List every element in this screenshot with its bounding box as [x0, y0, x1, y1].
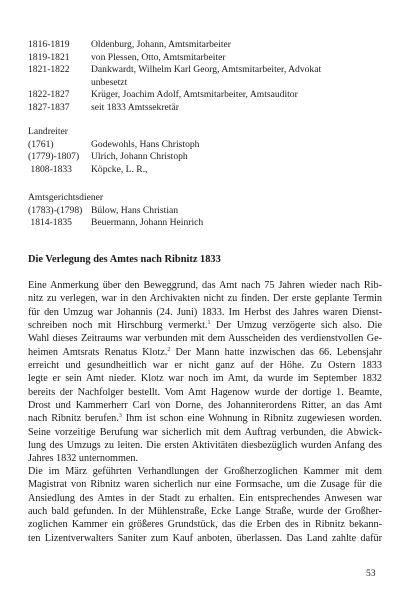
text-line [28, 412, 382, 425]
name-cell: seit 1833 Amtssekretär [91, 101, 179, 113]
name-cell: Bülow, Hans Christian [91, 204, 179, 216]
years-cell: 1816-1819 [28, 39, 70, 50]
name-cell: Köpcke, L. R., [91, 163, 148, 175]
text-segment: nach Ribnitz berufen. [28, 413, 119, 425]
text-line: Magistrat von Ribnitz waren sicherlich nur eine Formsache, um die Zusage für die [28, 479, 382, 491]
text-line: ten Lizentverwalters Saniter zum Kauf anboten, überlassen. Das Land zahlte dafür [28, 532, 382, 544]
text-line: Wahl dieses Zeitraums war verbunden mit dem Ausscheiden des verdienstvollen Ge- [28, 333, 382, 345]
text-segment: heimen Amtsrats Renatus Klotz. [28, 346, 168, 358]
table-heading: Amtsgerichtsdiener [28, 192, 104, 203]
text-segment: Der Mann hatte inzwischen das 66. Lebensjahr [175, 346, 382, 358]
text-segment: Ihm ist schon eine Wohnung in Ribnitz zugewiesen worden. [125, 413, 382, 425]
name-cell: unbesetzt [91, 76, 128, 88]
table-row [28, 139, 199, 152]
text-segment: schreiben noch mit Hirschburg vermerkt. [28, 320, 208, 332]
body-paragraph-2 [28, 465, 382, 545]
years-cell: 1808-1833 [28, 163, 72, 175]
text-line: für den Umzug war Johannis (24. Juni) 1833. Im Herbst des Jahres waren Dienst- [28, 306, 382, 318]
years-cell: (1761) [28, 138, 54, 150]
years-cell: 1827-1837 [28, 101, 70, 113]
text-line: auch bald gefunden. In der Mühlenstraße, Ecke Lange Straße, wurde der Großher- [28, 506, 382, 518]
name-cell: Godewohls, Hans Christoph [91, 138, 200, 150]
section-heading: Die Verlegung des Amtes nach Ribnitz 1833 [28, 254, 221, 265]
name-cell: Beuermann, Johann Heinrich [91, 217, 204, 229]
years-cell: 1819-1821 [28, 51, 70, 63]
text-line: erreicht und gesundheitlich war er nicht ganz auf der Höhe. Zu Ostern 1833 [28, 360, 382, 372]
footnote-marker: 2 [167, 346, 171, 353]
name-cell: Ulrich, Johann Christoph [91, 151, 188, 163]
name-cell: Oldenburg, Johann, Amtsmitarbeiter [91, 39, 231, 50]
text-line: Eine Anmerkung über den Beweggrund, das Amt nach 75 Jahren wieder nach Rib- [28, 280, 382, 291]
text-line: Jahres 1832 unternommen. [28, 453, 139, 465]
text-line: Seine vorzeitige Berufung war sicherlich mit dem Auftrag verbunden, die Abwick- [28, 426, 382, 438]
text-line: legte er sein Amt nieder. Klotz war noch im Amt, da wurde im September 1832 [28, 373, 382, 385]
table-row [28, 151, 199, 164]
name-cell: Krüger, Joachim Adolf, Amtsmitarbeiter, Amtsauditor [91, 89, 298, 101]
text-segment: Der Umzug verzögerte sich also. Die [216, 320, 383, 332]
text-line [28, 346, 382, 359]
table-row [28, 52, 321, 65]
text-line: Ansiedlung des Amtes in der Stadt zu erhalten. Ein entsprechendes Anwesen war [28, 492, 382, 504]
text-line: nitz zu verlegen, war in den Archivakten nicht zu finden. Der erste geplante Termin [28, 293, 382, 305]
years-cell [28, 77, 91, 90]
footnote-marker: 3 [118, 413, 122, 420]
table-row [28, 77, 321, 90]
table-row [28, 89, 321, 102]
years-cell: 1814-1835 [28, 217, 72, 229]
table-heading: Landreiter [28, 126, 68, 137]
years-cell: 1821-1822 [28, 64, 70, 76]
name-cell: Dankwardt, Wilhelm Karl Georg, Amtsmitarbeiter, Advokat [91, 64, 322, 76]
years-cell: 1822-1827 [28, 89, 70, 101]
text-line [28, 319, 382, 332]
years-cell: (1783)-(1798) [28, 204, 83, 216]
table-row [28, 164, 199, 177]
text-line: Die im März geführten Verhandlungen der Großherzoglichen Kammer mit dem [28, 466, 382, 477]
officials-table-landreiter [28, 126, 199, 176]
officials-table-amtsgerichtsdiener [28, 192, 203, 230]
officials-table-amtsmitarbeiter [28, 39, 321, 115]
text-line: lung des Umzugs zu leiten. Die ersten Aktivitäten diesbezüglich wurden Anfang des [28, 440, 382, 452]
body-paragraph-1 [28, 279, 382, 466]
text-line: bereits der Nachfolger bestellt. Vom Amt Hagenow wurde der dortige 1. Beamte, [28, 386, 382, 398]
table-row [28, 217, 203, 230]
text-line: zoglichen Kammer ein größeres Grundstück, das die Erben des in Ribnitz bekann- [28, 519, 382, 531]
table-row [28, 205, 203, 218]
page-number: 53 [366, 568, 376, 579]
footnote-marker: 1 [207, 320, 211, 327]
table-row [28, 39, 321, 52]
years-cell: (1779)-1807) [28, 151, 80, 163]
table-row [28, 102, 321, 115]
name-cell: von Plessen, Otto, Amtsmitarbeiter [91, 51, 226, 63]
table-row [28, 64, 321, 77]
text-line: Drost und Kammerherr Carl von Dorne, des Johanniterordens Ritter, an das Amt [28, 400, 382, 412]
